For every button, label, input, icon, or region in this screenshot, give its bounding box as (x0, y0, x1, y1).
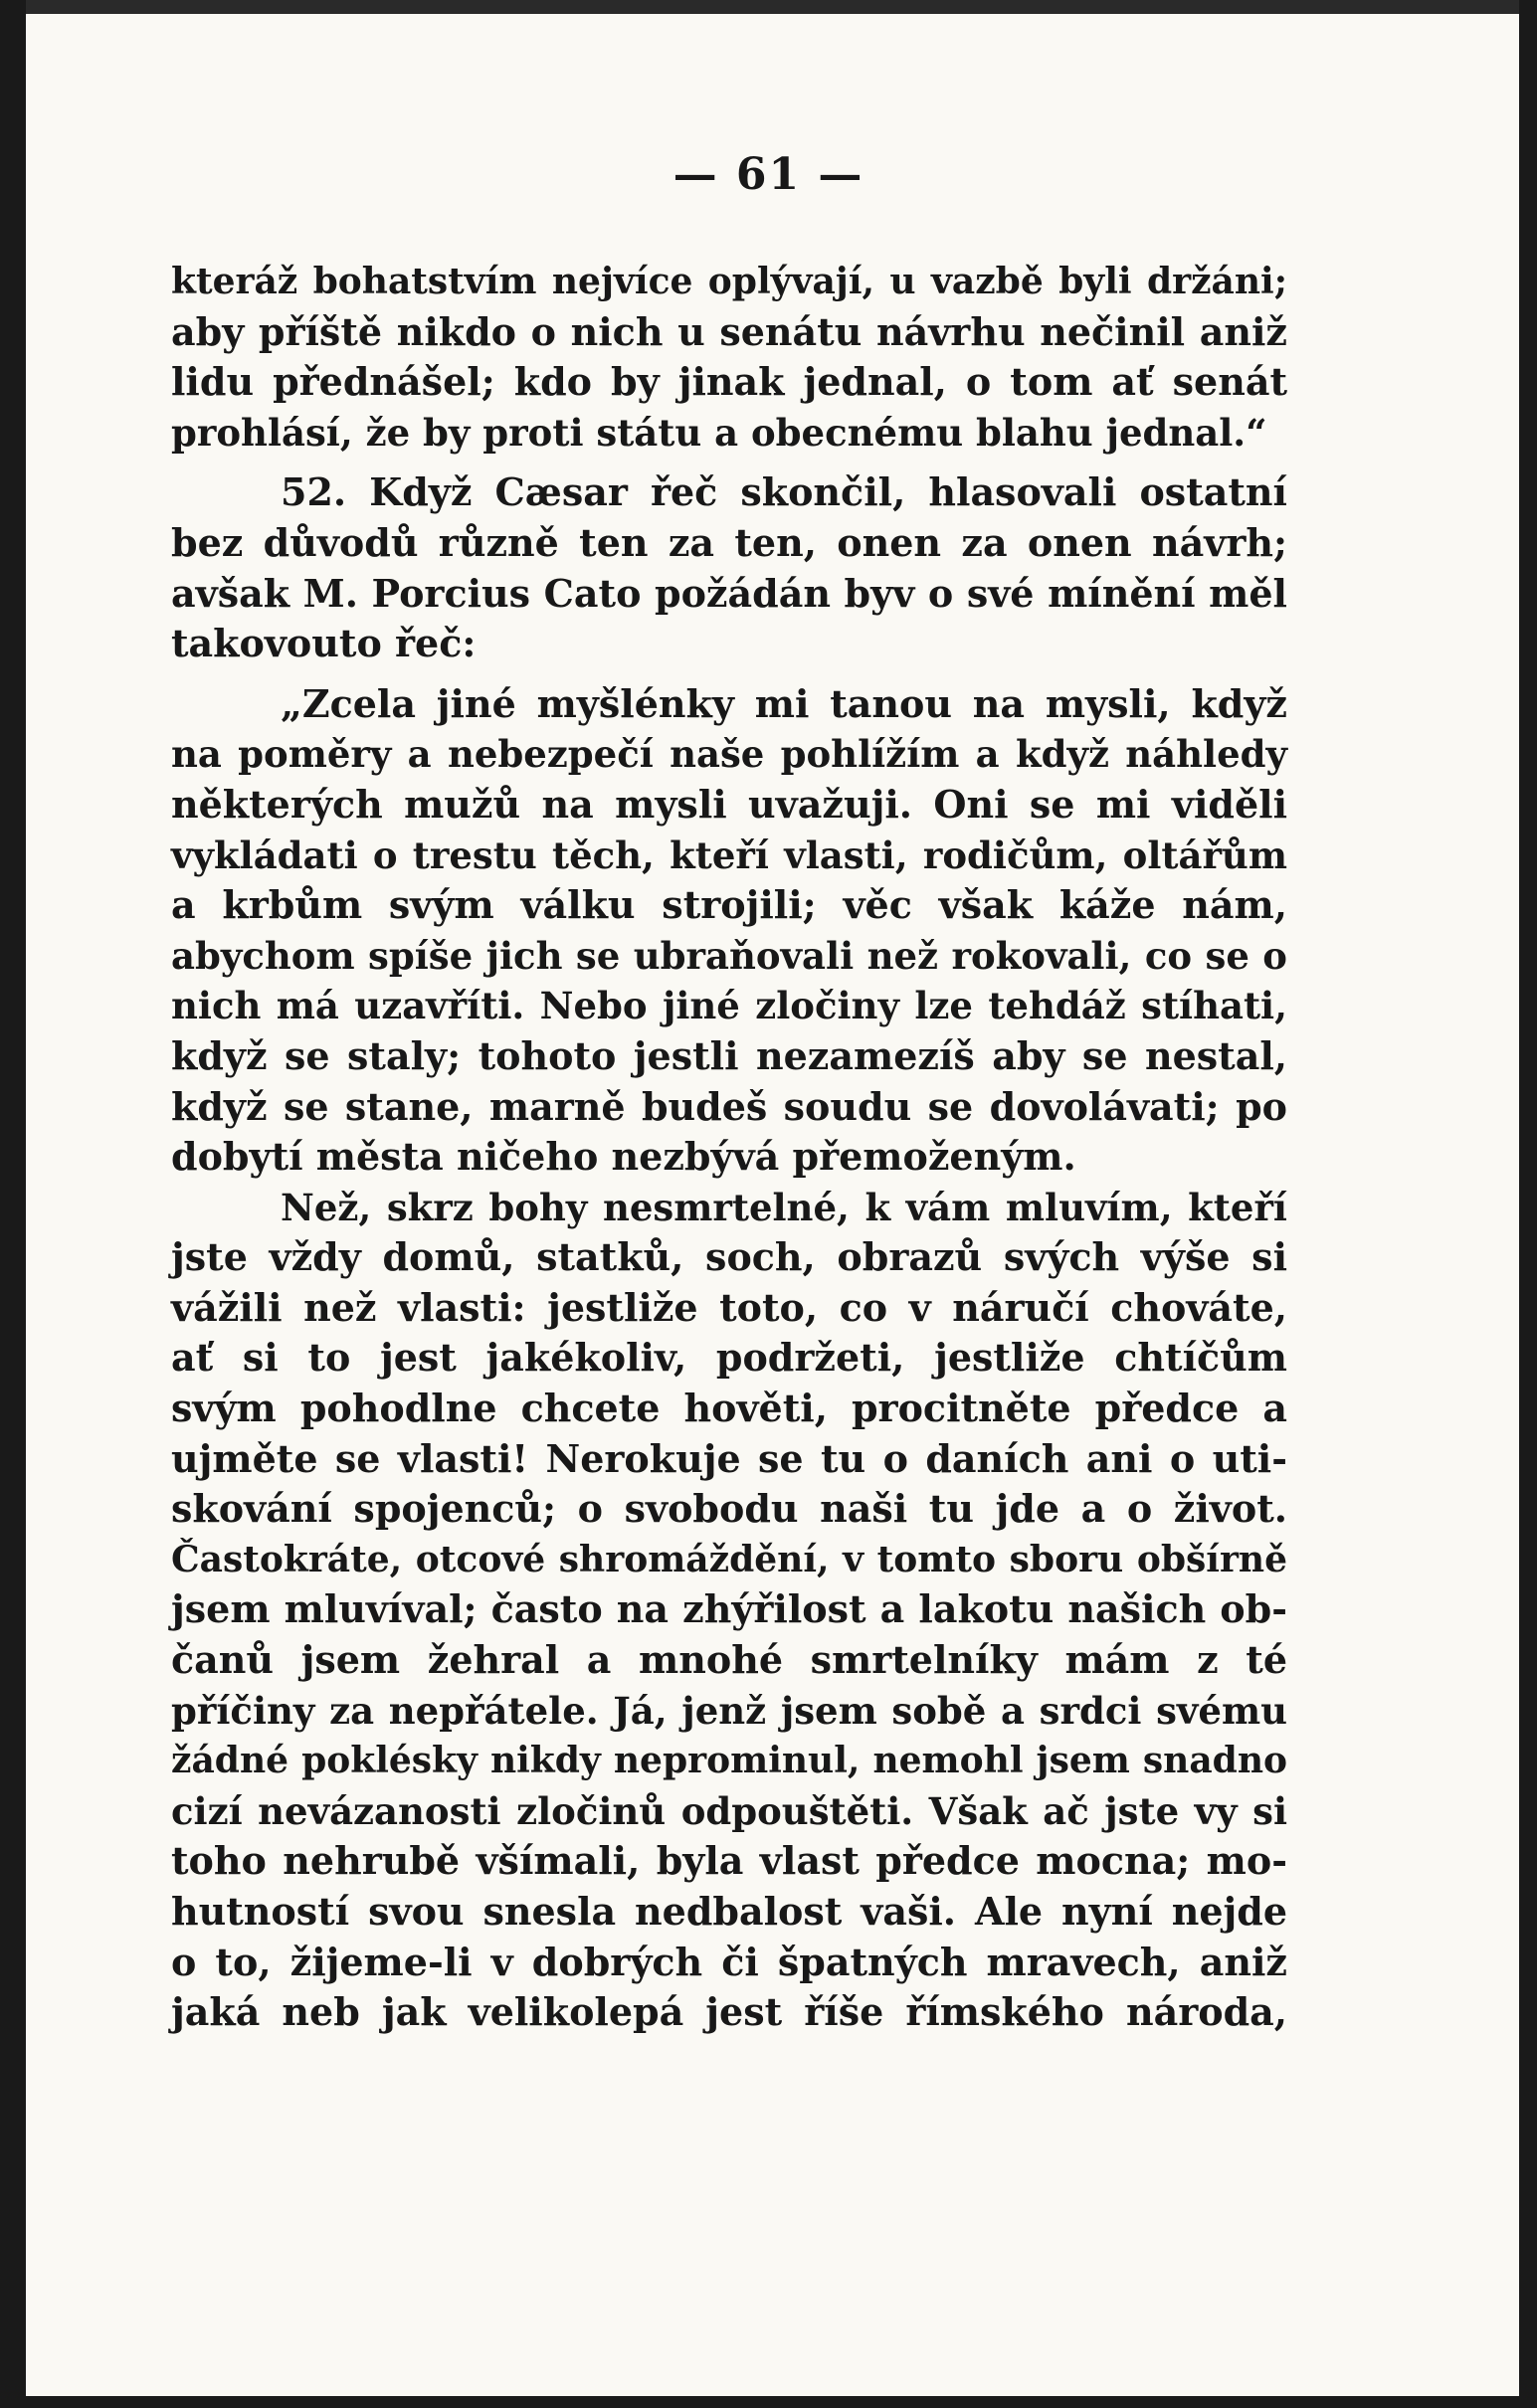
text-line: a krbům svým válku strojili; věc však káže nám, (171, 882, 1287, 928)
text-line: Častokráte, otcové shromáždění, v tomto sboru obšírně (171, 1538, 1287, 1580)
text-line: cizí nevázanosti zločinů odpouštěti. Však ač jste vy si (171, 1788, 1287, 1833)
text-line: ať si to jest jakékoliv, podržeti, jestliže chtíčům (171, 1335, 1287, 1381)
text-line: kteráž bohatstvím nejvíce oplývají, u vazbě byli držáni; (171, 261, 1287, 302)
scan-border-top (0, 0, 1537, 14)
text-line: jste vždy domů, statků, soch, obrazů svých výše si (171, 1234, 1287, 1280)
text-line: když se stane, marně budeš soudu se dovolávati; po (171, 1083, 1287, 1129)
text-line: některých mužů na mysli uvažuji. Oni se mi viděli (171, 781, 1287, 827)
text-line: avšak M. Porcius Cato požádán byv o své mínění měl (171, 570, 1287, 616)
text-line: takovouto řeč: (171, 621, 477, 666)
text-line: lidu přednášel; kdo by jinak jednal, o tom ať senát (171, 359, 1287, 405)
text-line: žádné poklésky nikdy neprominul, nemohl jsem snadno (171, 1740, 1287, 1782)
paragraph (171, 467, 1287, 668)
text-line: ujměte se vlasti! Nerokuje se tu o daních ani o uti- (171, 1435, 1287, 1481)
paragraph (171, 257, 1287, 458)
text-line: příčiny za nepřátele. Já, jenž jsem sobě a srdci svému (171, 1688, 1287, 1733)
text-line: svým pohodlne chcete hověti, procitněte předce a (171, 1386, 1287, 1431)
text-line: když se staly; tohoto jestli nezamezíš aby se nestal, (171, 1032, 1287, 1078)
text-line: aby příště nikdo o nich u senátu návrhu nečinil aniž (171, 308, 1287, 354)
text-line: prohlásí, že by proti státu a obecnému blahu jednal.“ (171, 410, 1267, 455)
body-text (171, 257, 1287, 2038)
paragraph (171, 679, 1287, 1183)
text-line: jaká neb jak velikolepá jest říše římského národa, (171, 1989, 1287, 2035)
text-line: toho nehrubě všímali, byla vlast předce mocna; mo- (171, 1838, 1287, 1884)
scan-border-left (0, 0, 26, 2408)
text-line: jsem mluvíval; často na zhýřilost a lakotu našich ob- (171, 1586, 1287, 1632)
text-line: „Zcela jiné myšlénky mi tanou na mysli, když (281, 680, 1287, 726)
paragraph (171, 1183, 1287, 2038)
scan-border-bottom (0, 2396, 1537, 2408)
text-line: skování spojenců; o svobodu naši tu jde a o život. (171, 1486, 1287, 1532)
text-line: na poměry a nebezpečí naše pohlížím a když náhledy (171, 732, 1287, 777)
text-line: čanů jsem žehral a mnohé smrtelníky mám z té (171, 1637, 1287, 1683)
scan-border-right (1519, 0, 1537, 2408)
text-line: vykládati o trestu těch, kteří vlasti, rodičům, oltářům (171, 833, 1287, 877)
page-number: — 61 — (672, 149, 865, 200)
text-line: Než, skrz bohy nesmrtelné, k vám mluvím, kteří (281, 1185, 1287, 1229)
text-line: nich má uzavříti. Nebo jiné zločiny lze tehdáž stíhati, (171, 984, 1287, 1028)
text-line: hutností svou snesla nedbalost vaši. Ale nyní nejde (171, 1889, 1287, 1934)
text-line: o to, žijeme-li v dobrých či špatných mravech, aniž (171, 1939, 1287, 1984)
text-line: abychom spíše jich se ubraňovali než rokovali, co se o (171, 933, 1287, 978)
text-line: 52. Když Cæsar řeč skončil, hlasovali ostatní (281, 469, 1287, 515)
text-line: vážili než vlasti: jestliže toto, co v náručí chováte, (171, 1284, 1287, 1330)
text-line: bez důvodů různě ten za ten, onen za onen návrh; (171, 519, 1287, 565)
text-line: dobytí města ničeho nezbývá přemoženým. (171, 1134, 1076, 1180)
